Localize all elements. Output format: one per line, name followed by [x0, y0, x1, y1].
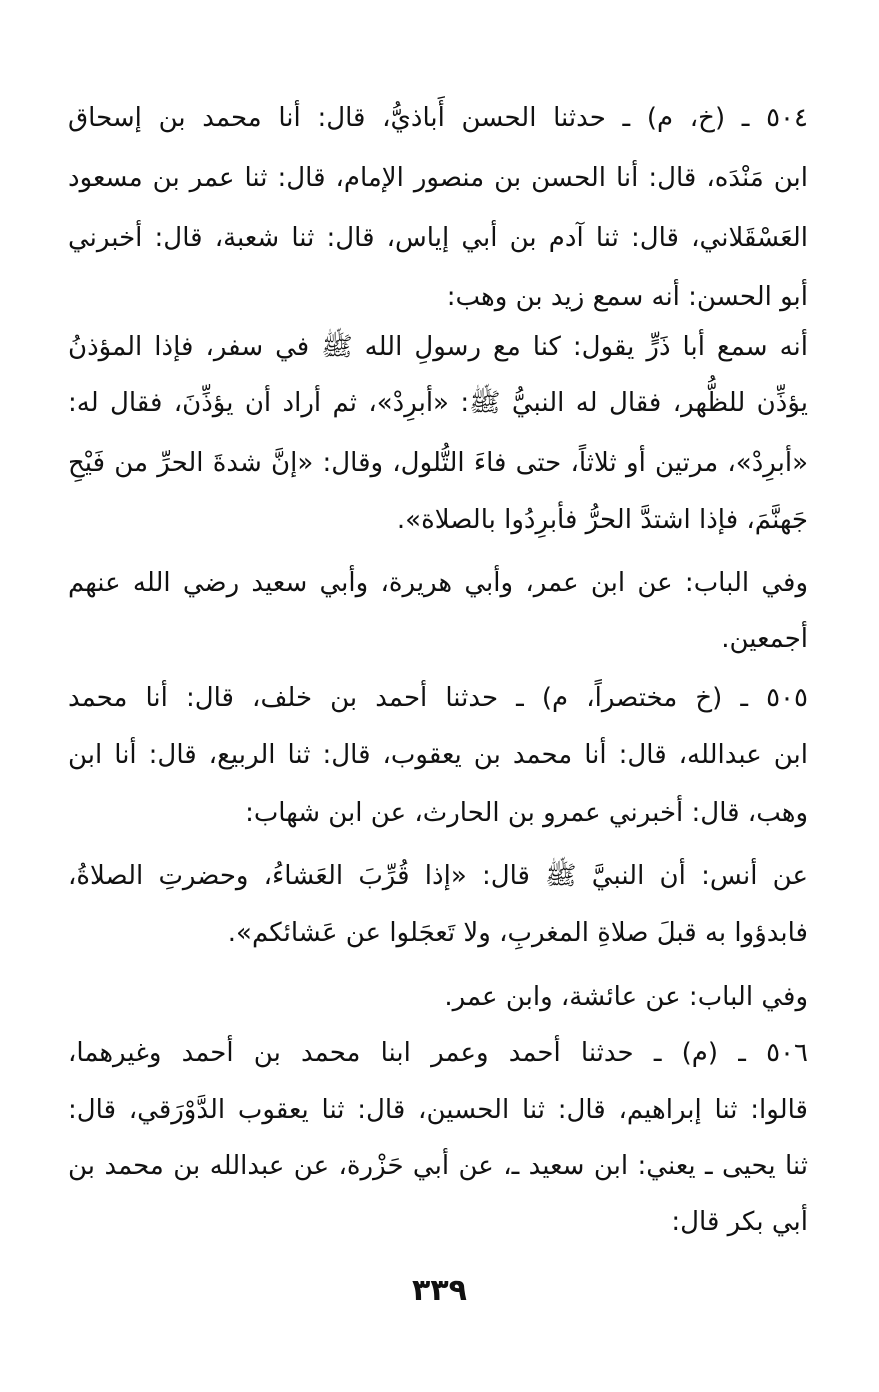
text-line: أجمعين.	[721, 624, 808, 654]
text-line: العَسْقَلاني، قال: ثنا آدم بن أبي إياس، قال: ثنا شعبة، قال: أخبرني	[68, 223, 808, 253]
text-line: ابن عبدالله، قال: أنا محمد بن يعقوب، قال: ثنا الربيع، قال: أنا ابن	[68, 740, 808, 770]
text-line: وهب، قال: أخبرني عمرو بن الحارث، عن ابن شهاب:	[245, 798, 808, 828]
text-line: ٥٠٦ ـ (م) ـ حدثنا أحمد وعمر ابنا محمد بن أحمد وغيرهما،	[68, 1038, 808, 1068]
text-line: ٥٠٥ ـ (خ مختصراً، م) ـ حدثنا أحمد بن خلف، قال: أنا محمد	[68, 683, 808, 713]
text-line: فابدؤوا به قبلَ صلاةِ المغربِ، ولا تَعجَلوا عن عَشائكم».	[227, 918, 808, 948]
text-line: ابن مَنْدَه، قال: أنا الحسن بن منصور الإمام، قال: ثنا عمر بن مسعود	[68, 163, 808, 193]
text-line: أبي بكر قال:	[671, 1207, 808, 1237]
text-line: عن أنس: أن النبيَّ ﷺ قال: «إذا قُرِّبَ العَشاءُ، وحضرتِ الصلاةُ،	[68, 861, 808, 891]
text-line: ٥٠٤ ـ (خ، م) ـ حدثنا الحسن أَباذيُّ، قال: أنا محمد بن إسحاق	[68, 103, 808, 133]
text-line: أبو الحسن: أنه سمع زيد بن وهب:	[446, 282, 808, 312]
text-line: وفي الباب: عن ابن عمر، وأبي هريرة، وأبي سعيد رضي الله عنهم	[68, 568, 808, 598]
text-line: «أبرِدْ»، مرتين أو ثلاثاً، حتى فاءَ التُّلول، وقال: «إنَّ شدةَ الحرِّ من فَيْحِ	[68, 448, 808, 478]
page-number: ٣٣٩	[412, 1273, 467, 1308]
text-line: ثنا يحيى ـ يعني: ابن سعيد ـ، عن أبي حَزْرة، عن عبدالله بن محمد بن	[68, 1151, 808, 1181]
text-line: جَهنَّمَ، فإذا اشتدَّ الحرُّ فأبرِدُوا بالصلاة».	[396, 505, 808, 535]
text-line: وفي الباب: عن عائشة، وابن عمر.	[444, 982, 808, 1012]
text-line: أنه سمع أبا ذَرٍّ يقول: كنا مع رسولِ الله ﷺ في سفر، فإذا المؤذنُ	[68, 332, 808, 362]
text-line: قالوا: ثنا إبراهيم، قال: ثنا الحسين، قال: ثنا يعقوب الدَّوْرَقي، قال:	[68, 1095, 808, 1125]
text-line: يؤذِّن للظُّهر، فقال له النبيُّ ﷺ: «أبرِدْ»، ثم أراد أن يؤذِّنَ، فقال له:	[68, 388, 808, 418]
